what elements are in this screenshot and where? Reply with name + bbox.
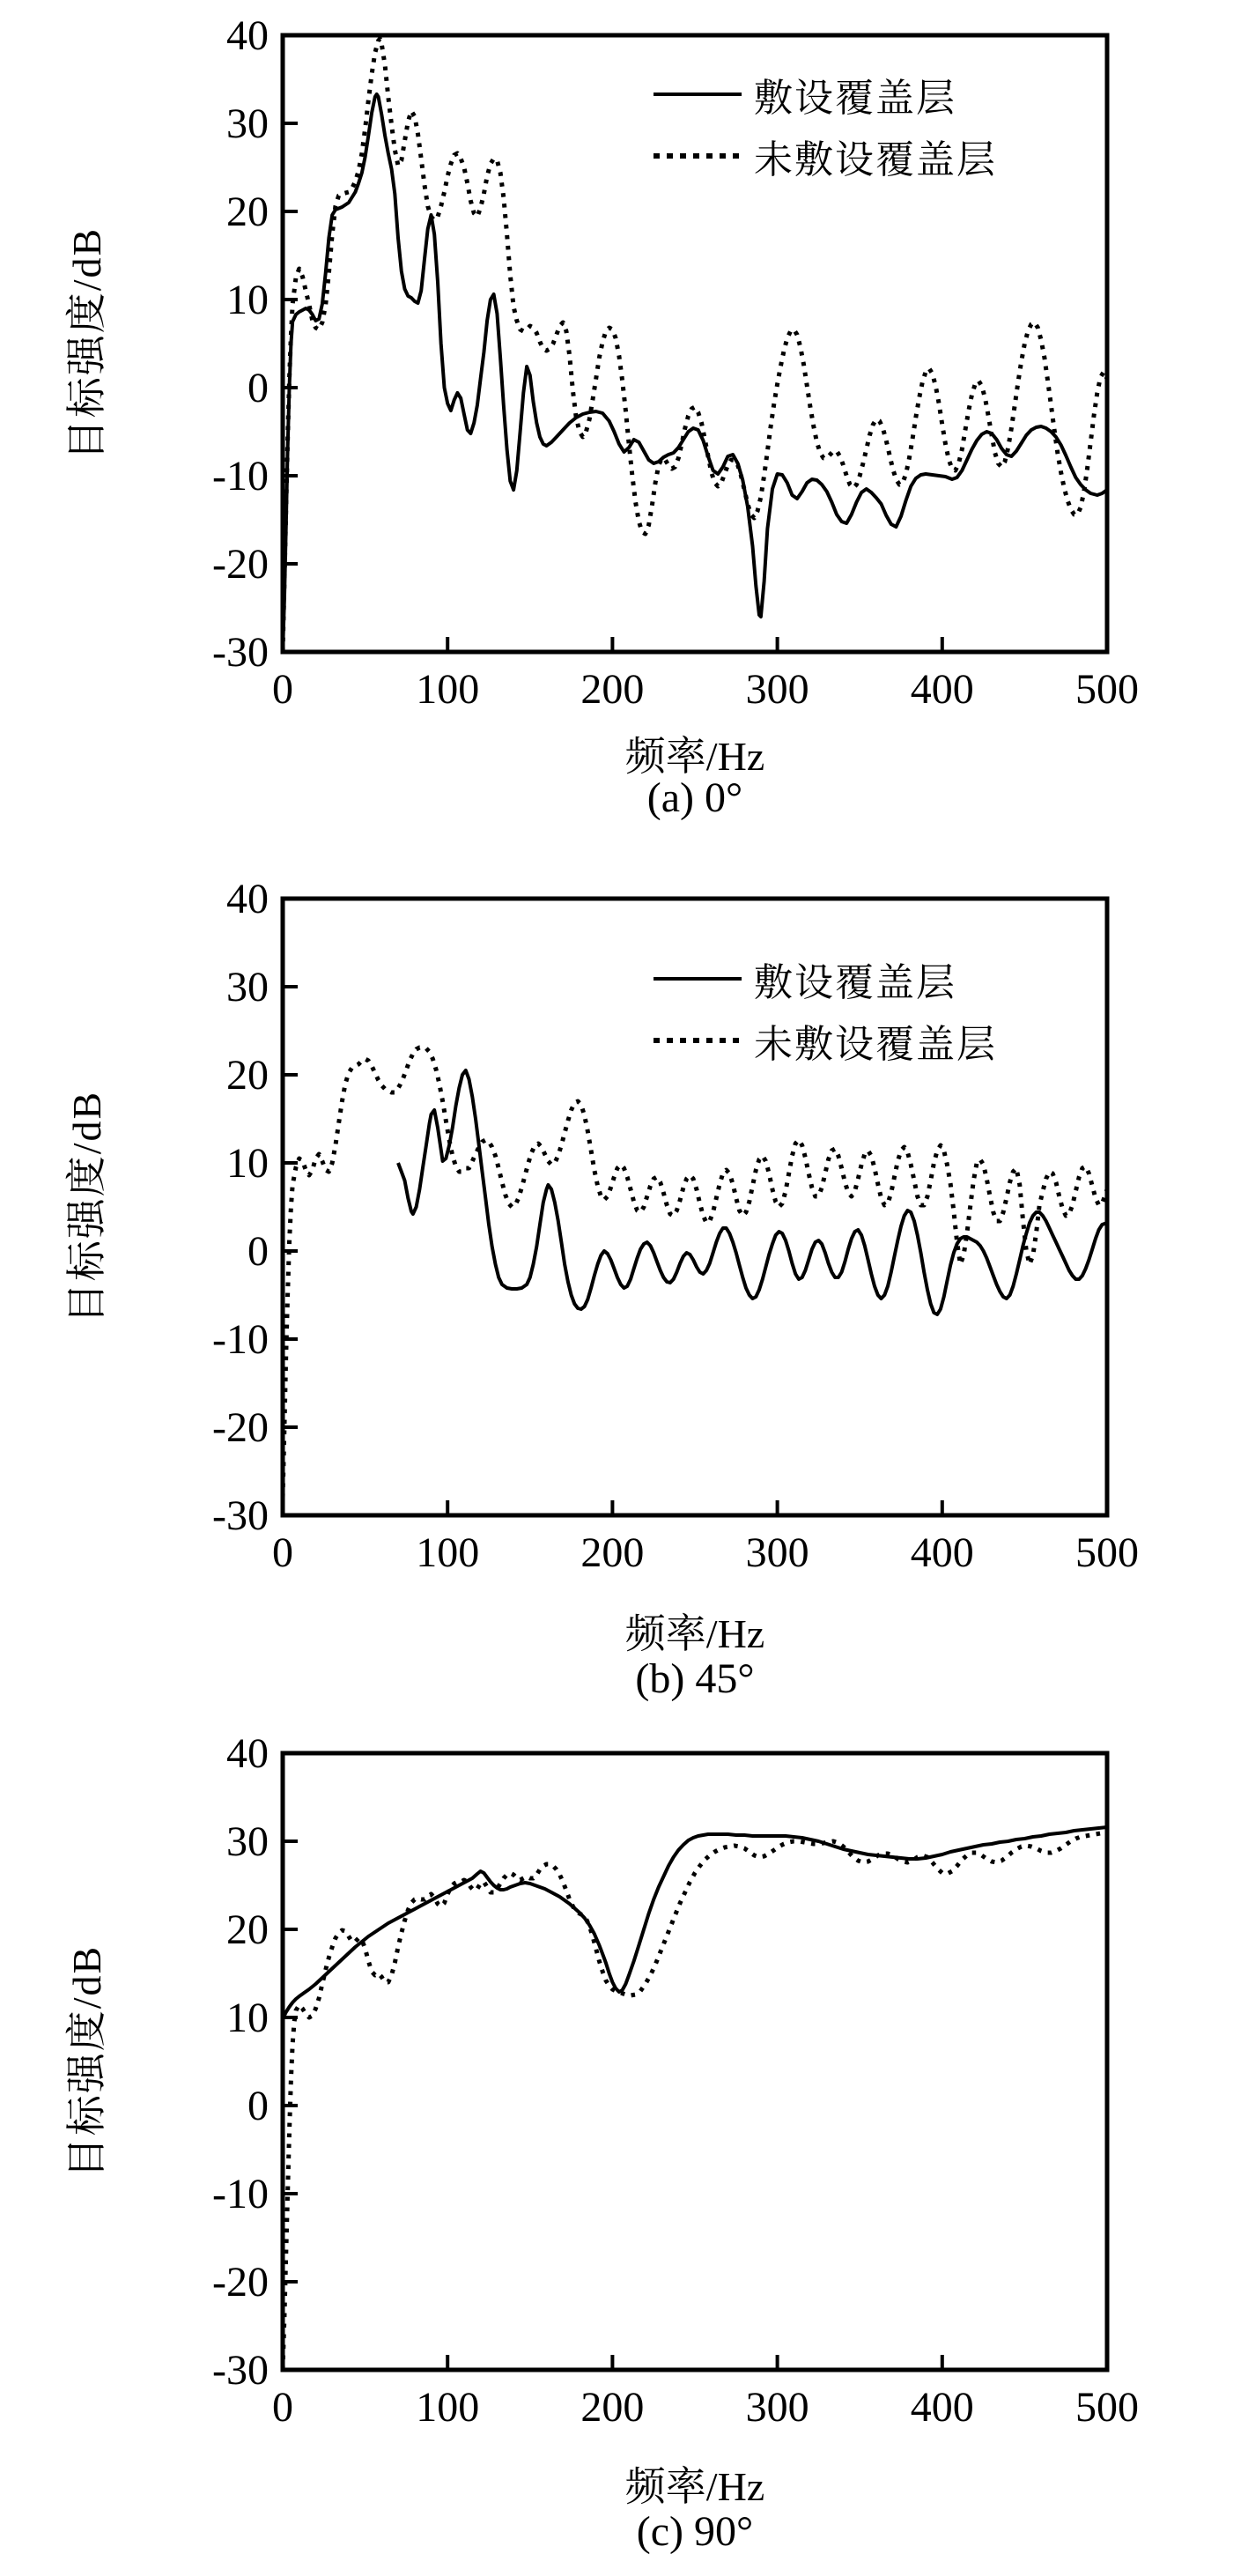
y-tick-label: 0 <box>247 365 269 411</box>
x-tick-label: 500 <box>1075 666 1139 713</box>
legend-label: 未敷设覆盖层 <box>754 138 997 181</box>
x-tick-label: 300 <box>745 666 809 713</box>
x-tick-label: 400 <box>910 1529 974 1576</box>
x-tick-label: 200 <box>580 1529 645 1576</box>
subplot-caption: (a) 0° <box>646 774 743 821</box>
y-tick-label: 0 <box>247 2083 269 2129</box>
y-tick-label: -10 <box>212 2171 269 2217</box>
y-tick-label: 20 <box>226 1052 269 1099</box>
y-tick-label: 20 <box>226 1906 269 1953</box>
y-tick-label: -20 <box>212 1404 269 1451</box>
y-tick-label: -10 <box>212 1316 269 1363</box>
y-tick-label: -30 <box>212 1492 269 1539</box>
subplot-caption: (c) 90° <box>636 2508 754 2555</box>
solid-line-sample <box>654 977 742 981</box>
dotted-line-sample <box>654 1038 742 1043</box>
chart-b-plot-canvas <box>0 863 1248 1718</box>
x-tick-label: 0 <box>272 1529 293 1576</box>
chart-c-plot-canvas <box>0 1718 1248 2576</box>
x-tick-label: 100 <box>416 2384 480 2431</box>
legend <box>654 948 997 1071</box>
x-tick-label: 300 <box>745 1529 809 1576</box>
x-axis-label: 频率/Hz <box>624 1611 765 1656</box>
x-tick-label: 500 <box>1075 1529 1139 1576</box>
y-tick-label: -30 <box>212 2347 269 2394</box>
x-tick-label: 100 <box>416 1529 480 1576</box>
x-tick-label: 400 <box>910 666 974 713</box>
legend-item-solid <box>654 63 997 125</box>
y-tick-label: 10 <box>226 1995 269 2041</box>
x-tick-label: 0 <box>272 666 293 713</box>
x-tick-label: 300 <box>745 2384 809 2431</box>
y-tick-label: 40 <box>226 1730 269 1777</box>
legend-label: 敷设覆盖层 <box>754 77 956 120</box>
y-tick-label: 40 <box>226 876 269 922</box>
legend <box>654 63 997 187</box>
chart-b-45deg <box>0 863 1248 1718</box>
y-tick-label: 40 <box>226 12 269 59</box>
dotted-line-sample <box>654 153 742 159</box>
y-tick-label: 20 <box>226 189 269 235</box>
legend-item-solid <box>654 948 997 1010</box>
legend-label: 敷设覆盖层 <box>754 961 956 1004</box>
chart-a-0deg <box>0 0 1248 863</box>
x-tick-label: 200 <box>580 2384 645 2431</box>
y-tick-label: -30 <box>212 629 269 676</box>
y-tick-label: -20 <box>212 541 269 588</box>
x-tick-label: 500 <box>1075 2384 1139 2431</box>
y-tick-label: 30 <box>226 964 269 1010</box>
x-tick-label: 200 <box>580 666 645 713</box>
x-axis-label: 频率/Hz <box>624 734 765 779</box>
y-tick-label: 30 <box>226 1818 269 1865</box>
x-axis-label: 频率/Hz <box>624 2464 765 2509</box>
y-tick-label: 10 <box>226 1140 269 1187</box>
x-tick-label: 400 <box>910 2384 974 2431</box>
solid-line-sample <box>654 93 742 96</box>
subplot-caption: (b) 45° <box>635 1655 755 1702</box>
legend-label: 未敷设覆盖层 <box>754 1023 997 1066</box>
y-axis-label: 目标强度/dB <box>64 1090 109 1324</box>
y-axis-label: 目标强度/dB <box>64 1944 109 2179</box>
legend-item-dotted <box>654 1010 997 1071</box>
y-tick-label: -10 <box>212 453 269 500</box>
chart-c-90deg <box>0 1718 1248 2576</box>
y-tick-label: -20 <box>212 2259 269 2306</box>
y-tick-label: 30 <box>226 100 269 147</box>
legend-item-dotted <box>654 125 997 187</box>
y-axis-label: 目标强度/dB <box>64 226 109 461</box>
x-tick-label: 100 <box>416 666 480 713</box>
y-tick-label: 10 <box>226 277 269 323</box>
series-line-dotted <box>283 1047 1107 1498</box>
y-tick-label: 0 <box>247 1228 269 1275</box>
chart-a-plot-canvas <box>0 0 1248 863</box>
x-tick-label: 0 <box>272 2384 293 2431</box>
